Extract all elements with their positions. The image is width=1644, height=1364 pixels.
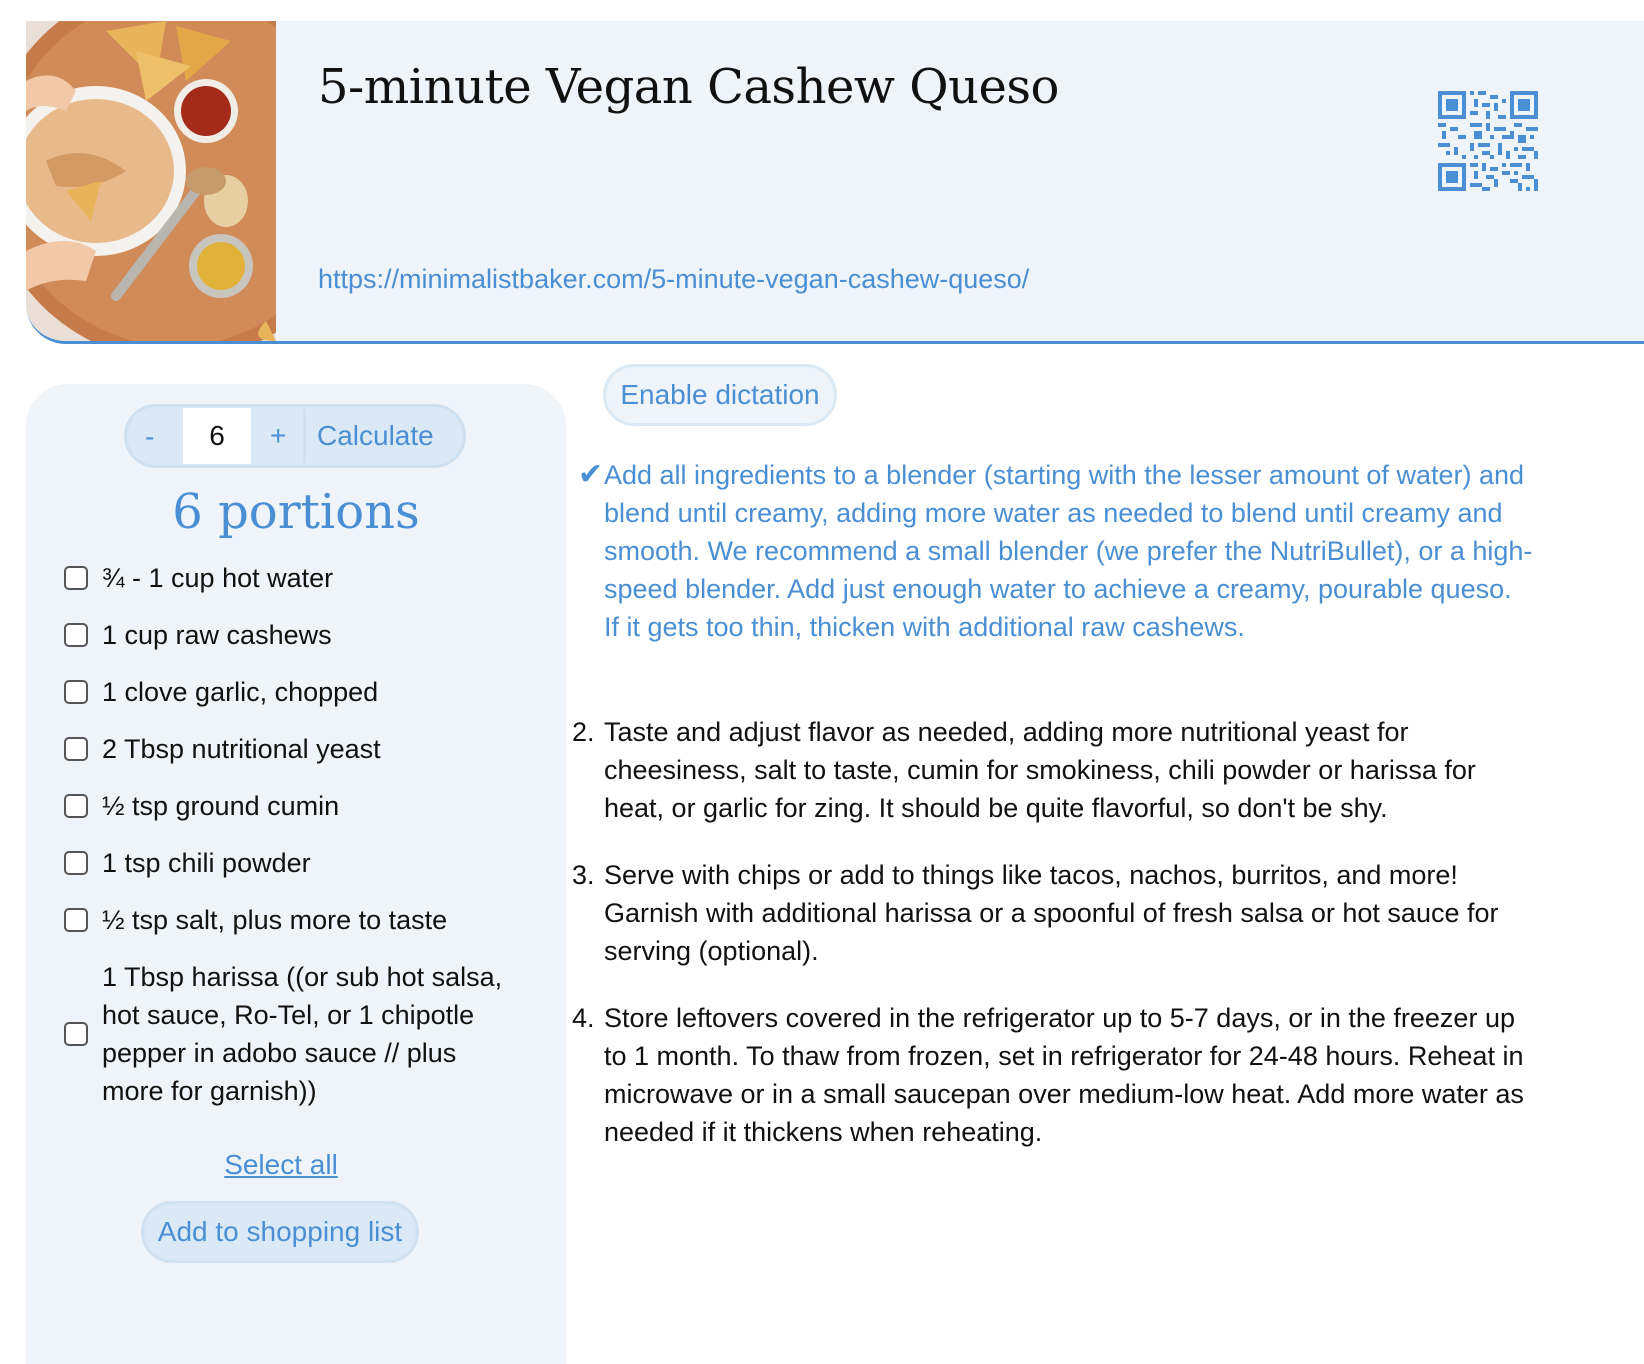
instruction-step[interactable]	[572, 856, 1532, 970]
ingredient-label: 1 cup raw cashews	[102, 620, 332, 650]
ingredient-checkbox[interactable]	[64, 851, 88, 875]
queso-photo-illustration	[26, 21, 276, 341]
recipe-photo	[26, 21, 276, 341]
step-text: Taste and adjust flavor as needed, adding more nutritional yeast for cheesiness, salt to taste, cumin for smokiness, chili powder or harissa for heat, or garlic for zing. It should be quite flavorful, so don't be shy.	[604, 717, 1476, 823]
add-to-shopping-list-button[interactable]: Add to shopping list	[141, 1201, 419, 1263]
ingredient-label: 1 Tbsp harissa ((or sub hot salsa, hot sauce, Ro-Tel, or 1 chipotle pepper in adobo sauce // plus more for garnish))	[102, 962, 503, 1106]
ingredient-item[interactable]	[26, 616, 566, 654]
ingredient-checkbox[interactable]	[64, 680, 88, 704]
step-number: 4.	[572, 1003, 595, 1033]
calculate-button[interactable]: Calculate	[317, 420, 434, 451]
recipe-source-link[interactable]: https://minimalistbaker.com/5-minute-vegan-cashew-queso/	[318, 264, 1030, 294]
ingredients-panel	[26, 384, 566, 1364]
ingredient-label: 1 tsp chili powder	[102, 848, 311, 878]
ingredient-label: ½ tsp ground cumin	[102, 791, 340, 821]
ingredient-checkbox[interactable]	[64, 794, 88, 818]
stepper-divider	[303, 409, 306, 463]
ingredient-item[interactable]	[26, 673, 566, 711]
recipe-header	[26, 21, 1644, 344]
ingredient-item[interactable]	[26, 844, 566, 882]
portions-heading: 6 portions	[172, 484, 420, 540]
ingredient-item[interactable]	[26, 730, 566, 768]
ingredient-item[interactable]	[26, 787, 566, 825]
instruction-step[interactable]	[572, 999, 1532, 1151]
step-completed-check-icon: ✔	[578, 458, 604, 491]
ingredient-label: 2 Tbsp nutritional yeast	[102, 734, 381, 764]
ingredient-item[interactable]	[26, 559, 566, 597]
ingredient-item[interactable]	[26, 901, 566, 939]
step-text: Add all ingredients to a blender (starting with the lesser amount of water) and blend until creamy, adding more water as needed to blend until creamy and smooth. We recommend a small blender (we prefer the NutriBullet), or a high-speed blender. Add just enough water to achieve a creamy, pourable queso. If it gets too thin, thicken with additional raw cashews.	[604, 460, 1533, 642]
qr-code-icon	[1438, 91, 1538, 191]
instruction-step[interactable]	[572, 713, 1532, 827]
enable-dictation-button[interactable]: Enable dictation	[603, 364, 837, 426]
recipe-title: 5-minute Vegan Cashew Queso	[318, 59, 1059, 115]
servings-stepper	[124, 404, 466, 468]
ingredient-label: 1 clove garlic, chopped	[102, 677, 379, 707]
step-number: 3.	[572, 860, 595, 890]
ingredient-checkbox[interactable]	[64, 908, 88, 932]
step-text: Serve with chips or add to things like tacos, nachos, burritos, and more! Garnish with additional harissa or a spoonful of fresh salsa or hot sauce for serving (optional).	[604, 860, 1499, 966]
ingredient-label: ½ tsp salt, plus more to taste	[102, 905, 448, 935]
instruction-step[interactable]	[572, 456, 1532, 684]
ingredient-checkbox[interactable]	[64, 737, 88, 761]
step-text: Store leftovers covered in the refrigerator up to 5-7 days, or in the freezer up to 1 month. To thaw from frozen, set in refrigerator for 24-48 hours. Reheat in microwave or in a small saucepan over medium-low heat. Add more water as needed if it thickens when reheating.	[604, 1003, 1524, 1147]
select-all-link[interactable]: Select all	[224, 1149, 338, 1180]
step-number: 2.	[572, 717, 595, 747]
servings-input[interactable]	[183, 408, 251, 464]
increase-servings-button[interactable]: +	[270, 420, 287, 451]
ingredient-checkbox[interactable]	[64, 566, 88, 590]
ingredient-item[interactable]	[26, 958, 566, 1110]
ingredient-checkbox[interactable]	[64, 1022, 88, 1046]
ingredient-label: ¾ - 1 cup hot water	[102, 563, 334, 593]
decrease-servings-button[interactable]: -	[145, 421, 155, 452]
ingredient-checkbox[interactable]	[64, 623, 88, 647]
